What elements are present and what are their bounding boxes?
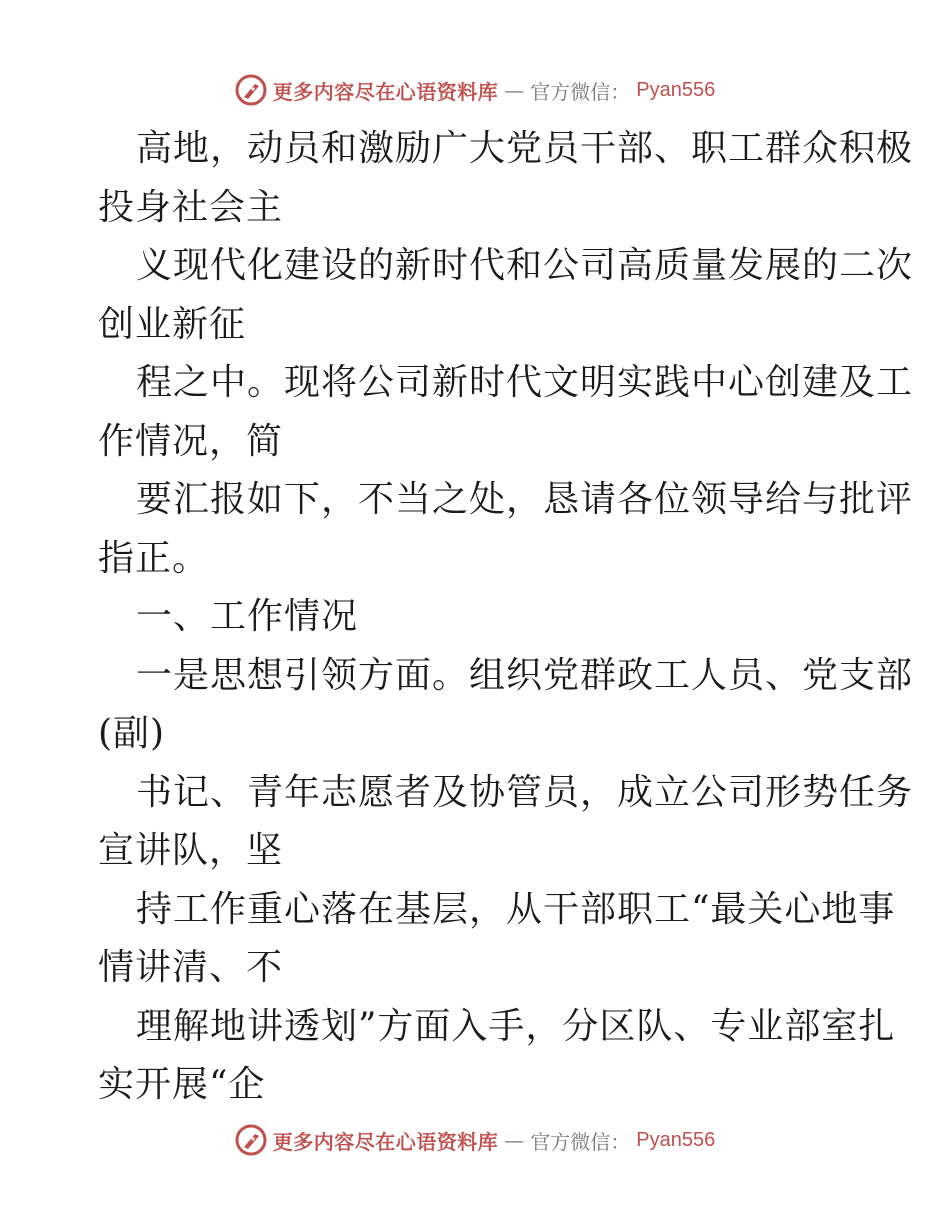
section-heading: 一、工作情况 xyxy=(136,596,359,637)
footer-brand-text: 更多内容尽在心语资料库 xyxy=(272,1129,499,1154)
header-brand-text: 更多内容尽在心语资料库 xyxy=(272,79,499,104)
header-wechat-label: 官方微信： xyxy=(530,79,631,104)
body-line: 作情况，简 xyxy=(98,420,284,462)
body-line: 投身社会主 xyxy=(98,186,284,228)
footer-wechat-account: Pyan556 xyxy=(636,1128,716,1151)
body-line: 书记、青年志愿者及协管员，成立公司形势任务 xyxy=(136,771,914,813)
header-separator: — xyxy=(504,78,525,102)
body-line: 指正。 xyxy=(98,537,210,579)
footer-wechat-label: 官方微信： xyxy=(530,1129,631,1154)
pen-nib-logo-icon xyxy=(235,74,267,106)
body-line: 实开展“企 xyxy=(98,1064,266,1105)
footer-watermark xyxy=(0,1120,950,1160)
header-watermark xyxy=(0,70,950,110)
body-line: 义现代化建设的新时代和公司高质量发展的二次 xyxy=(136,245,914,286)
body-line: 持工作重心落在基层，从干部职工“最关心地事 xyxy=(136,888,896,930)
body-line: 情讲清、不 xyxy=(98,947,284,988)
body-line: (副) xyxy=(98,713,166,754)
footer-separator: — xyxy=(504,1128,525,1152)
document-body xyxy=(98,120,914,1115)
body-line: 一是思想引领方面。组织党群政工人员、党支部 xyxy=(136,654,914,696)
body-line: 创业新征 xyxy=(98,303,247,345)
body-line: 宣讲队，坚 xyxy=(98,830,284,871)
body-line: 要汇报如下，不当之处，恳请各位领导给与批评 xyxy=(136,479,914,520)
pen-nib-logo-icon xyxy=(235,1124,267,1156)
body-line: 程之中。现将公司新时代文明实践中心创建及工 xyxy=(136,362,914,403)
body-line: 高地，动员和激励广大党员干部、职工群众积极 xyxy=(136,128,914,169)
header-wechat-account: Pyan556 xyxy=(636,78,716,101)
body-line: 理解地讲透划”方面入手，分区队、专业部室扎 xyxy=(136,1005,896,1047)
